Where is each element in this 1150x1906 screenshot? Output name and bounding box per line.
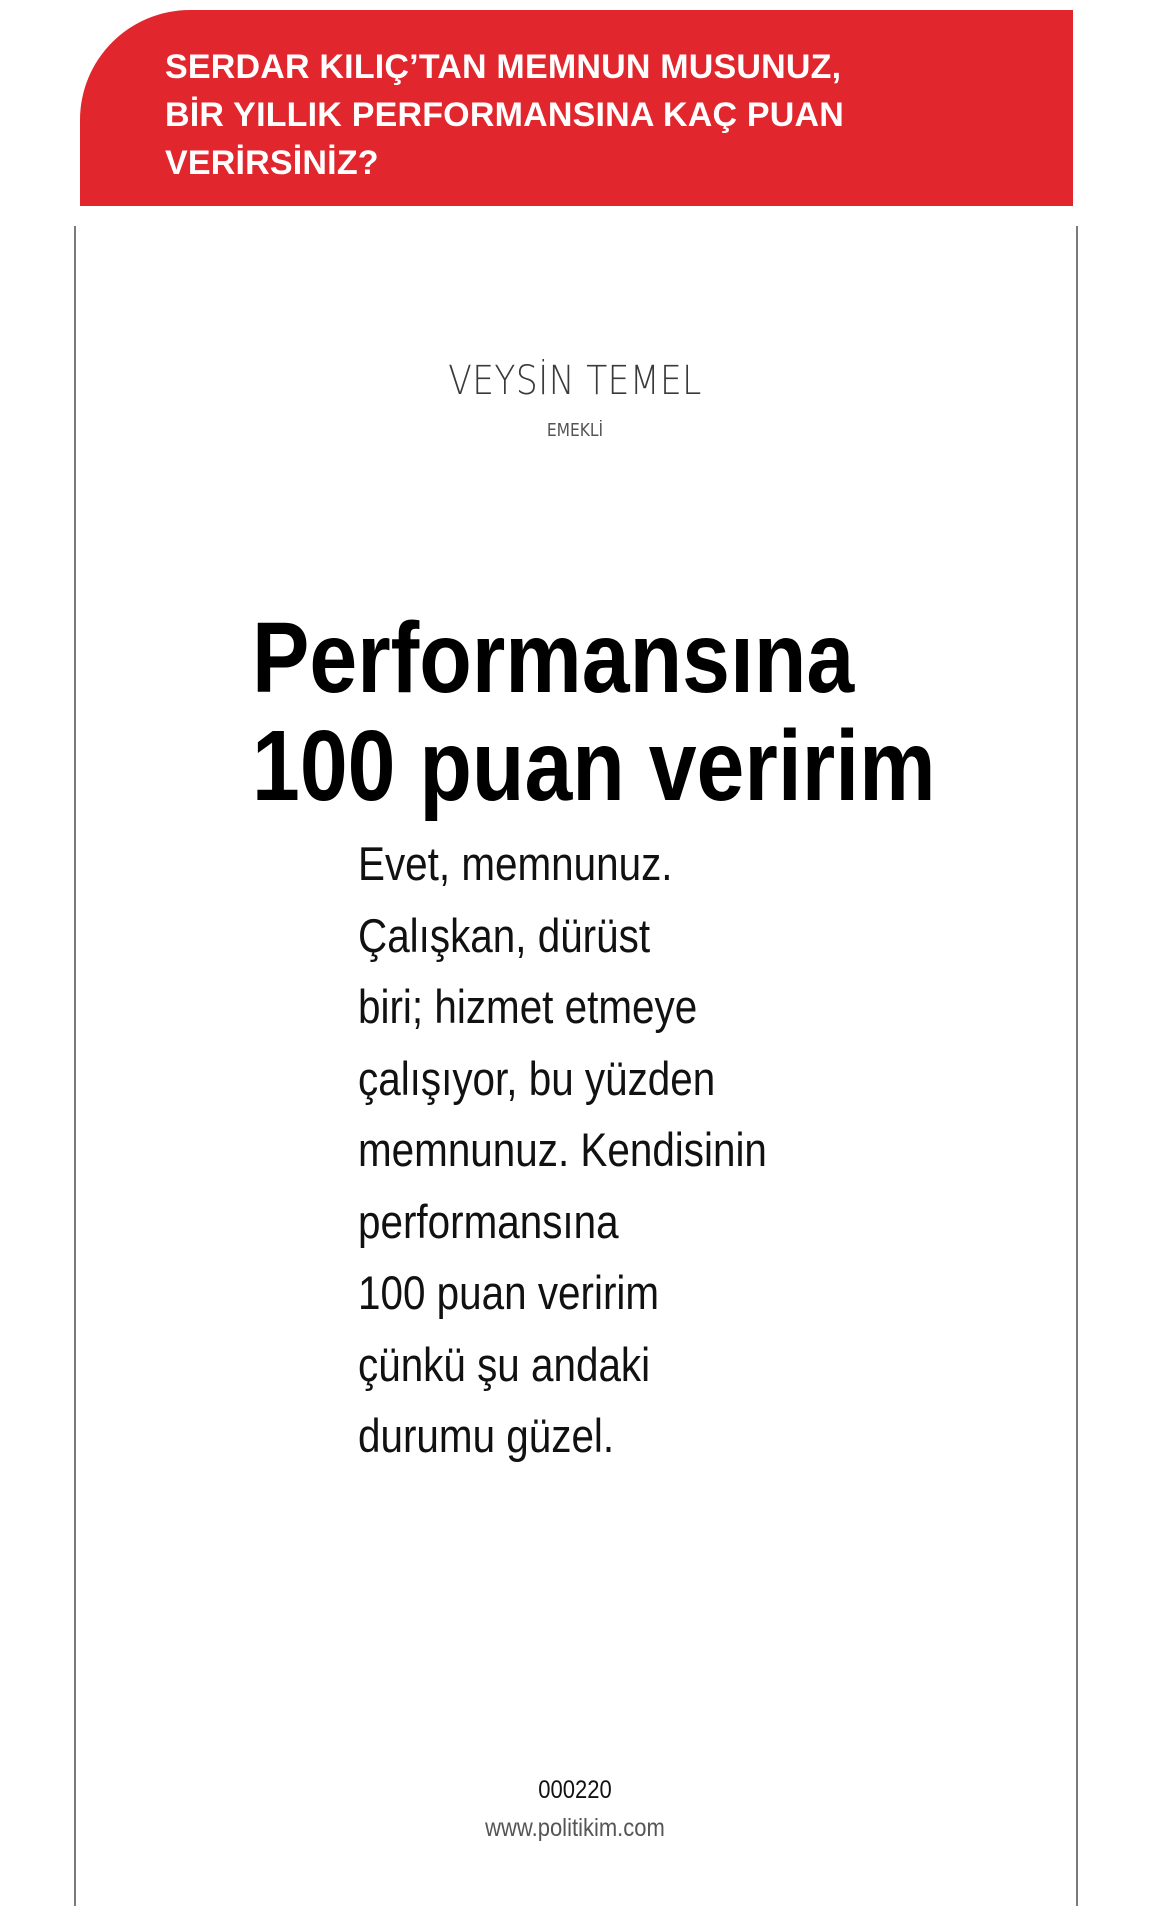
frame-right-border	[1076, 226, 1078, 1906]
answer-line: çalışıyor, bu yüzden	[358, 1051, 716, 1105]
person-role: EMEKLİ	[546, 420, 604, 441]
headline-line-2: 100 puan veririm	[252, 710, 936, 822]
footer-code: 000220	[538, 1776, 612, 1804]
answer-line: 100 puan veririm	[358, 1266, 660, 1319]
header-banner	[80, 10, 1073, 206]
frame-left-border	[74, 226, 76, 1906]
answer-line: durumu güzel.	[358, 1409, 615, 1462]
answer-text	[358, 828, 767, 1472]
person-name: VEYSİN TEMEL	[448, 358, 702, 404]
headline	[252, 604, 936, 820]
answer-line: performansına	[358, 1194, 619, 1248]
footer-site-link[interactable]: www.politikim.com	[485, 1814, 665, 1842]
answer-line: biri; hizmet etmeye	[358, 980, 698, 1033]
answer-line: memnunuz. Kendisinin	[358, 1123, 767, 1176]
answer-line: Evet, memnunuz.	[358, 837, 673, 890]
headline-line-1: Performansına	[252, 602, 855, 714]
header-question: SERDAR KILIÇ’TAN MEMNUN MUSUNUZ, BİR YILLIK PERFORMANSINA KAÇ PUAN VERİRSİNİZ?	[165, 48, 845, 182]
answer-line: çünkü şu andaki	[358, 1337, 651, 1391]
answer-line: Çalışkan, dürüst	[358, 908, 651, 962]
